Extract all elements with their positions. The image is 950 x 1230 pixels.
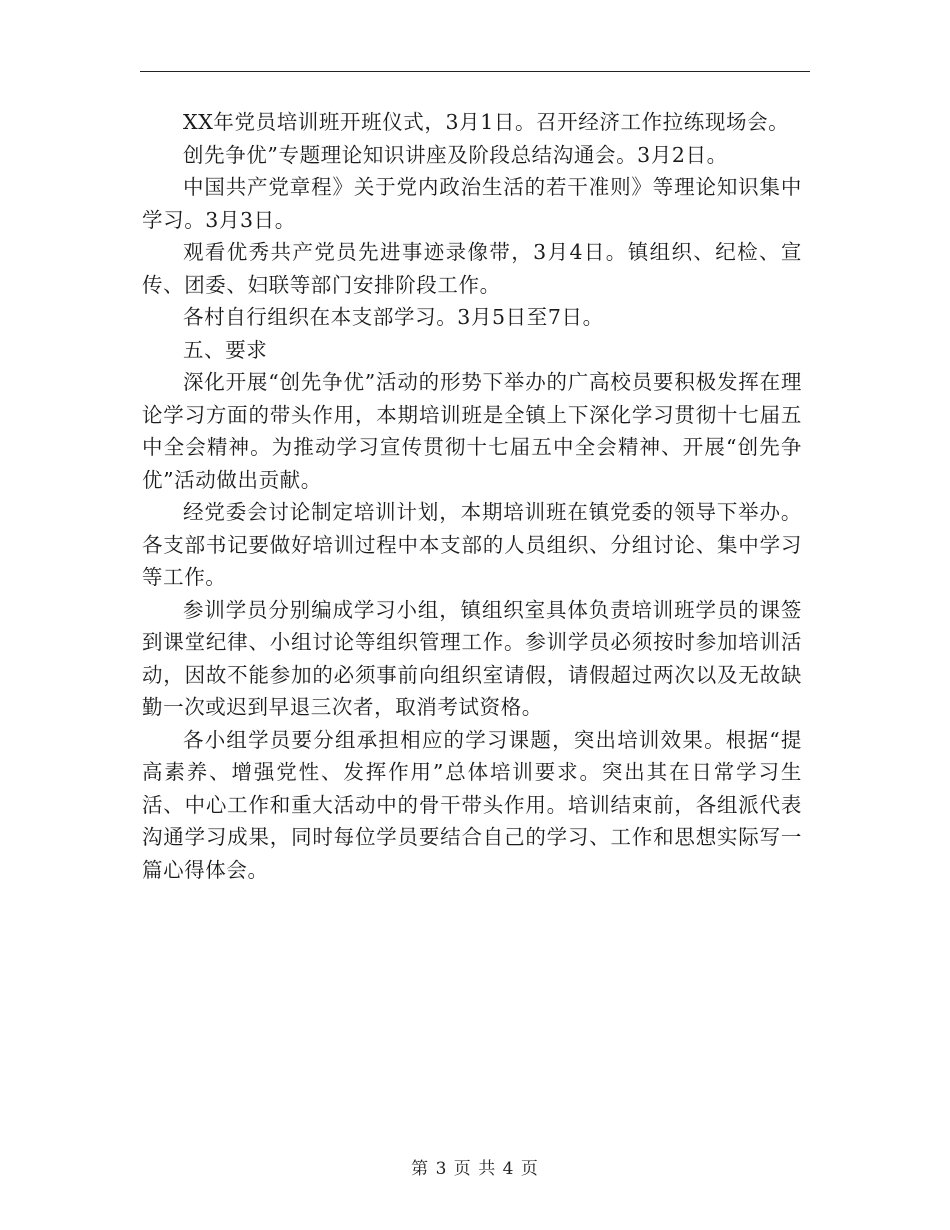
paragraph-requirements-intro: 深化开展“创先争优”活动的形势下举办的广高校员要积极发挥在理论学习方面的带头作用，本期培训班是全镇上下深化学习贯彻十七届五中全会精神。为推动学习宣传贯彻十七届五中全会精神、开展“创先争优”活动做出贡献。 bbox=[142, 370, 802, 492]
page-number: 第 3 页 共 4 页 bbox=[411, 1159, 539, 1179]
paragraph-video: 观看优秀共产党员先进事迹录像带，3月4日。镇组织、纪检、宣传、团委、妇联等部门安排阶段工作。 bbox=[142, 240, 802, 297]
paragraph-committee-plan: 经党委会讨论制定培训计划，本期培训班在镇党委的领导下举办。各支部书记要做好培训过程中本支部的人员组织、分组讨论、集中学习等工作。 bbox=[142, 500, 802, 589]
paragraph-charter-study: 中国共产党章程》关于党内政治生活的若干准则》等理论知识集中学习。3月3日。 bbox=[142, 175, 802, 232]
paragraph-lecture: 创先争优”专题理论知识讲座及阶段总结沟通会。3月2日。 bbox=[183, 142, 728, 167]
document-body bbox=[142, 106, 802, 886]
paragraph-study-groups: 参训学员分别编成学习小组，镇组织室具体负责培训班学员的课签到课堂纪律、小组讨论等组织管理工作。参训学员必须按时参加培训活动，因故不能参加的必须事前向组织室请假，请假超过两次以及无故缺勤一次或迟到早退三次者，取消考试资格。 bbox=[142, 597, 802, 719]
paragraph-village-study: 各村自行组织在本支部学习。3月5日至7日。 bbox=[183, 305, 604, 329]
paragraph-group-topics: 各小组学员要分组承担相应的学习课题，突出培训效果。根据“提高素养、增强党性、发挥作用”总体培训要求。突出其在日常学习生活、中心工作和重大活动中的骨干带头作用。培训结束前，各组派代表沟通学习成果，同时每位学员要结合自己的学习、工作和思想实际写一篇心得体会。 bbox=[142, 727, 802, 882]
section-heading-requirements: 五、要求 bbox=[183, 337, 268, 362]
page-footer bbox=[0, 1154, 950, 1179]
header-rule bbox=[140, 71, 810, 72]
paragraph-opening-ceremony: XX年党员培训班开班仪式，3月1日。召开经济工作拉练现场会。 bbox=[183, 110, 790, 134]
